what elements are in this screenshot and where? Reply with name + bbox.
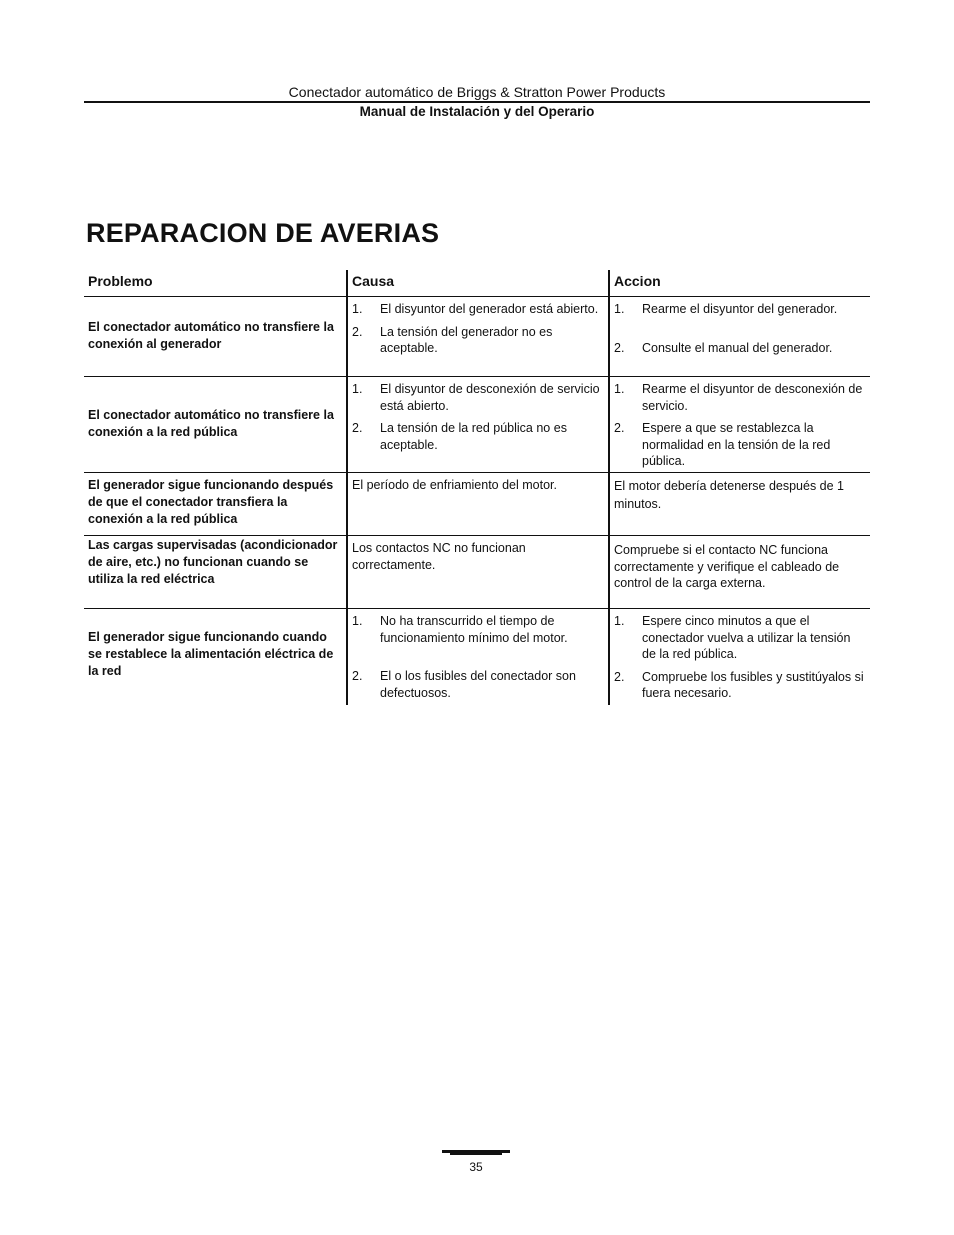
item-text: No ha transcurrido el tiempo de funcionamiento mínimo del motor. [380,614,568,645]
problem-cell [84,473,346,535]
table-row [84,376,870,472]
list-item [614,301,866,318]
list-item [614,381,866,414]
action-text: Compruebe si el contacto NC funciona correctamente y verifique el cableado de control de la carga externa. [614,543,840,590]
footer-rule-underline [450,1153,502,1155]
problem-cell [84,297,346,376]
cause-cell [346,536,608,608]
cause-cell [346,473,608,535]
item-number: 2. [352,669,363,683]
table-row [84,535,870,608]
problem-cell [84,536,346,608]
cause-cell [346,297,608,376]
item-number: 1. [614,302,625,316]
troubleshooting-table [84,270,870,705]
list-item [352,613,604,646]
list-item [352,420,604,453]
list-item [614,340,866,357]
item-number: 1. [614,382,625,396]
cause-cell [346,609,608,705]
problem-text: El generador sigue funcionando después de que el conectador transfiera la conexión a la red pública [88,478,334,526]
item-number: 1. [352,382,363,396]
item-number: 1. [352,302,363,316]
list-item [352,301,604,318]
table-row [84,296,870,376]
item-text: Rearme el disyuntor del generador. [642,302,838,316]
action-cell [608,377,870,472]
item-text: Rearme el disyuntor de desconexión de servicio. [642,382,863,413]
page-number: 35 [469,1160,483,1174]
action-text: El motor debería detenerse después de 1 minutos. [614,479,845,511]
list-item [614,420,866,470]
header-rule [84,101,870,103]
page-title: REPARACION DE AVERIAS [86,218,440,248]
cause-cell [346,377,608,472]
column-header-cause: Causa [346,270,608,296]
item-text: Espere a que se restablezca la normalidad en la tensión de la red pública. [642,421,831,468]
column-header-problem: Problemo [88,273,153,289]
item-number: 2. [614,421,625,435]
cause-text: El período de enfriamiento del motor. [352,478,557,492]
list-item [614,669,866,702]
list-item [614,613,866,663]
cause-text: Los contactos NC no funcionan correctamente. [352,541,526,572]
item-text: La tensión de la red pública no es aceptable. [380,421,567,452]
problem-text: Las cargas supervisadas (acondicionador de aire, etc.) no funcionan cuando se utiliza la red eléctrica [88,538,338,586]
header-line-1: Conectador automático de Briggs & Stratton Power Products [288,84,666,100]
item-number: 1. [352,614,363,628]
action-cell [608,473,870,535]
list-item [352,668,604,701]
table-header [84,270,870,296]
problem-text: El conectador automático no transfiere la conexión a la red pública [88,407,334,439]
table-row [84,472,870,535]
list-item [352,381,604,414]
action-cell [608,609,870,705]
action-cell [608,536,870,608]
item-number: 2. [352,421,363,435]
item-text: El disyuntor de desconexión de servicio está abierto. [380,382,600,413]
item-number: 2. [614,340,625,355]
problem-cell [84,609,346,705]
item-number: 2. [614,669,625,684]
problem-text: El conectador automático no transfiere la conexión al generador [88,319,334,351]
item-text: Consulte el manual del generador. [642,340,833,355]
item-text: El o los fusibles del conectador son defectuosos. [380,669,576,700]
item-text: Compruebe los fusibles y sustitúyalos si fuera necesario. [642,669,864,700]
table-row [84,608,870,705]
list-item [352,324,604,357]
item-text: Espere cinco minutos a que el conectador vuelva a utilizar la tensión de la red pública. [642,614,851,661]
item-text: La tensión del generador no es aceptable. [380,324,553,355]
problem-text: El generador sigue funcionando cuando se restablece la alimentación eléctrica de la red [88,630,334,678]
problem-cell [84,377,346,472]
column-header-action: Accion [608,270,870,296]
item-number: 1. [614,614,625,628]
item-text: El disyuntor del generador está abierto. [380,302,599,316]
action-cell [608,297,870,376]
header-line-2: Manual de Instalación y del Operario [359,104,595,119]
item-number: 2. [352,324,363,339]
